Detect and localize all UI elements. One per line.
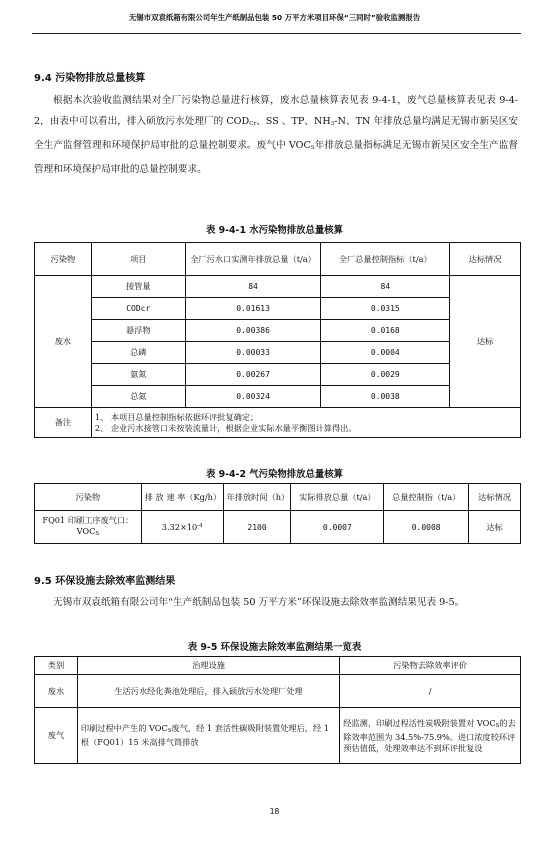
water-pollutant-table bbox=[34, 242, 521, 438]
control-cell: 0.0315 bbox=[321, 298, 450, 320]
item-cell: 总氮 bbox=[91, 386, 185, 408]
measured-cell: 0.00267 bbox=[185, 364, 321, 386]
item-cell: 接管量 bbox=[91, 276, 185, 298]
item-cell: 氨氮 bbox=[91, 364, 185, 386]
header-facility: 治理设施 bbox=[77, 657, 339, 675]
table-row bbox=[35, 511, 521, 544]
header-status: 达标情况 bbox=[450, 243, 521, 276]
measured-cell: 0.00324 bbox=[185, 386, 321, 408]
section-9-5-title: 9.5 环保设施去除效率监测结果 bbox=[34, 576, 176, 587]
notes-row bbox=[35, 408, 521, 438]
page-number: 18 bbox=[269, 807, 280, 816]
facility-cell: 印刷过程中产生的 $VOC_S$废气，经 1 套活性碳吸附装置处理后，经 1 根（FQ01）15 米高排气筒排放 bbox=[77, 708, 339, 764]
item-cell: CODcr bbox=[91, 298, 185, 320]
header-actual-total: 实际排放总量（t/a） bbox=[291, 484, 384, 511]
notes-label: 备注 bbox=[35, 408, 92, 438]
section-9-4-paragraph: 根据本次验收监测结果对全厂污染物总量进行核算，废水总量核算表见表 9-4-1，废气总量核算表见表 9-4-2，由表中可以看出，排入硕放污水处理厂的 $COD_{Cr}$、SS 、TP、$NH_3-N$、TN 年排放总量均满足无锡市新吴区安全生产监督管理和环境保护局审批的总量控制要求。废气中 $VOC_S$年排放总量指标满足无锡市新吴区安全生产监督管理和环境保护局审批的总量控制要求。 bbox=[34, 95, 519, 175]
header-pollutant: 污染物 bbox=[35, 243, 92, 276]
running-header: 无锡市双袁纸箱有限公司年生产纸制品包装 50 万平方米项目环保“三同时”验收监测报告 bbox=[128, 13, 421, 22]
control-cell: 0.0038 bbox=[321, 386, 450, 408]
table-9-5-title: 表 9-5 环保设施去除效率监测结果一览表 bbox=[187, 642, 362, 653]
header-control-index: 总量控制指（t/a） bbox=[384, 484, 469, 511]
table-row bbox=[35, 342, 521, 364]
evaluation-cell: 经监测，印刷过程活性炭吸附装置对 $VOC_S$的去除效率范围为 34.5%-75.9%。进口浓度较环评预估值低，处理效率达不到环评批复设 bbox=[340, 708, 521, 764]
header-control-index: 全厂总量控制指标（t/a） bbox=[321, 243, 450, 276]
note-line: 2、 企业污水接管口未按装流量计，根据企业实际水量平衡图计算得出。 bbox=[94, 422, 357, 433]
header-category: 类别 bbox=[35, 657, 78, 675]
table-header-row bbox=[35, 657, 521, 675]
category-cell: 废气 bbox=[35, 708, 78, 764]
emission-rate-cell: $3.32\times 10^{-4}$ bbox=[141, 511, 223, 544]
control-cell: 0.0029 bbox=[321, 364, 450, 386]
table-row bbox=[35, 386, 521, 408]
control-cell: 0.0168 bbox=[321, 320, 450, 342]
status-cell: 达标 bbox=[469, 511, 521, 544]
category-cell: 废水 bbox=[35, 675, 78, 708]
actual-cell: 0.0007 bbox=[291, 511, 384, 544]
table-row bbox=[35, 364, 521, 386]
measured-cell: 0.00033 bbox=[185, 342, 321, 364]
header-pollutant: 污染物 bbox=[35, 484, 142, 511]
header-annual-hours: 年排放时间（h） bbox=[223, 484, 291, 511]
measured-cell: 84 bbox=[185, 276, 321, 298]
header-measured-total: 全厂污水口实测年排放总量（t/a） bbox=[185, 243, 321, 276]
item-cell: 总磷 bbox=[91, 342, 185, 364]
table-9-4-2-title: 表 9-4-2 气污染物排放总量核算 bbox=[205, 469, 343, 480]
measured-cell: 0.00386 bbox=[185, 320, 321, 342]
table-header-row bbox=[35, 243, 521, 276]
note-line: 1、 本项目总量控制指标依据环评批复确定； bbox=[94, 411, 259, 422]
header-status: 达标情况 bbox=[469, 484, 521, 511]
measured-cell: 0.01613 bbox=[185, 298, 321, 320]
group-cell: 废水 bbox=[35, 276, 92, 408]
header-emission-rate: 排 放 速 率（Kg/h） bbox=[141, 484, 223, 511]
control-cell: 0.0008 bbox=[384, 511, 469, 544]
table-row bbox=[35, 298, 521, 320]
control-cell: 84 bbox=[321, 276, 450, 298]
table-header-row bbox=[35, 484, 521, 511]
header-item: 项目 bbox=[91, 243, 185, 276]
item-cell: 悬浮物 bbox=[91, 320, 185, 342]
efficiency-table bbox=[34, 656, 521, 764]
status-cell: 达标 bbox=[450, 276, 521, 408]
section-9-4-title: 9.4 污染物排放总量核算 bbox=[34, 73, 146, 84]
air-pollutant-table bbox=[34, 483, 521, 544]
facility-cell: 生活污水经化粪池处理后，排入硕放污水处理厂处理 bbox=[77, 675, 339, 708]
pollutant-cell: FQ01 印刷工序废气口：$VOC_S$ bbox=[35, 511, 142, 544]
header-rule bbox=[32, 33, 521, 34]
table-row bbox=[35, 675, 521, 708]
header-evaluation: 污染物去除效率评价 bbox=[340, 657, 521, 675]
table-row bbox=[35, 708, 521, 764]
table-row bbox=[35, 276, 521, 298]
table-row bbox=[35, 320, 521, 342]
section-9-5-paragraph: 无锡市双袁纸箱有限公司年“生产纸制品包装 50 万平方米”环保设施去除效率监测结果见表 9-5。 bbox=[53, 597, 465, 608]
control-cell: 0.0004 bbox=[321, 342, 450, 364]
hours-cell: 2100 bbox=[223, 511, 291, 544]
table-9-4-1-title: 表 9-4-1 水污染物排放总量核算 bbox=[205, 225, 343, 236]
notes-content bbox=[91, 408, 520, 438]
evaluation-cell: / bbox=[340, 675, 521, 708]
